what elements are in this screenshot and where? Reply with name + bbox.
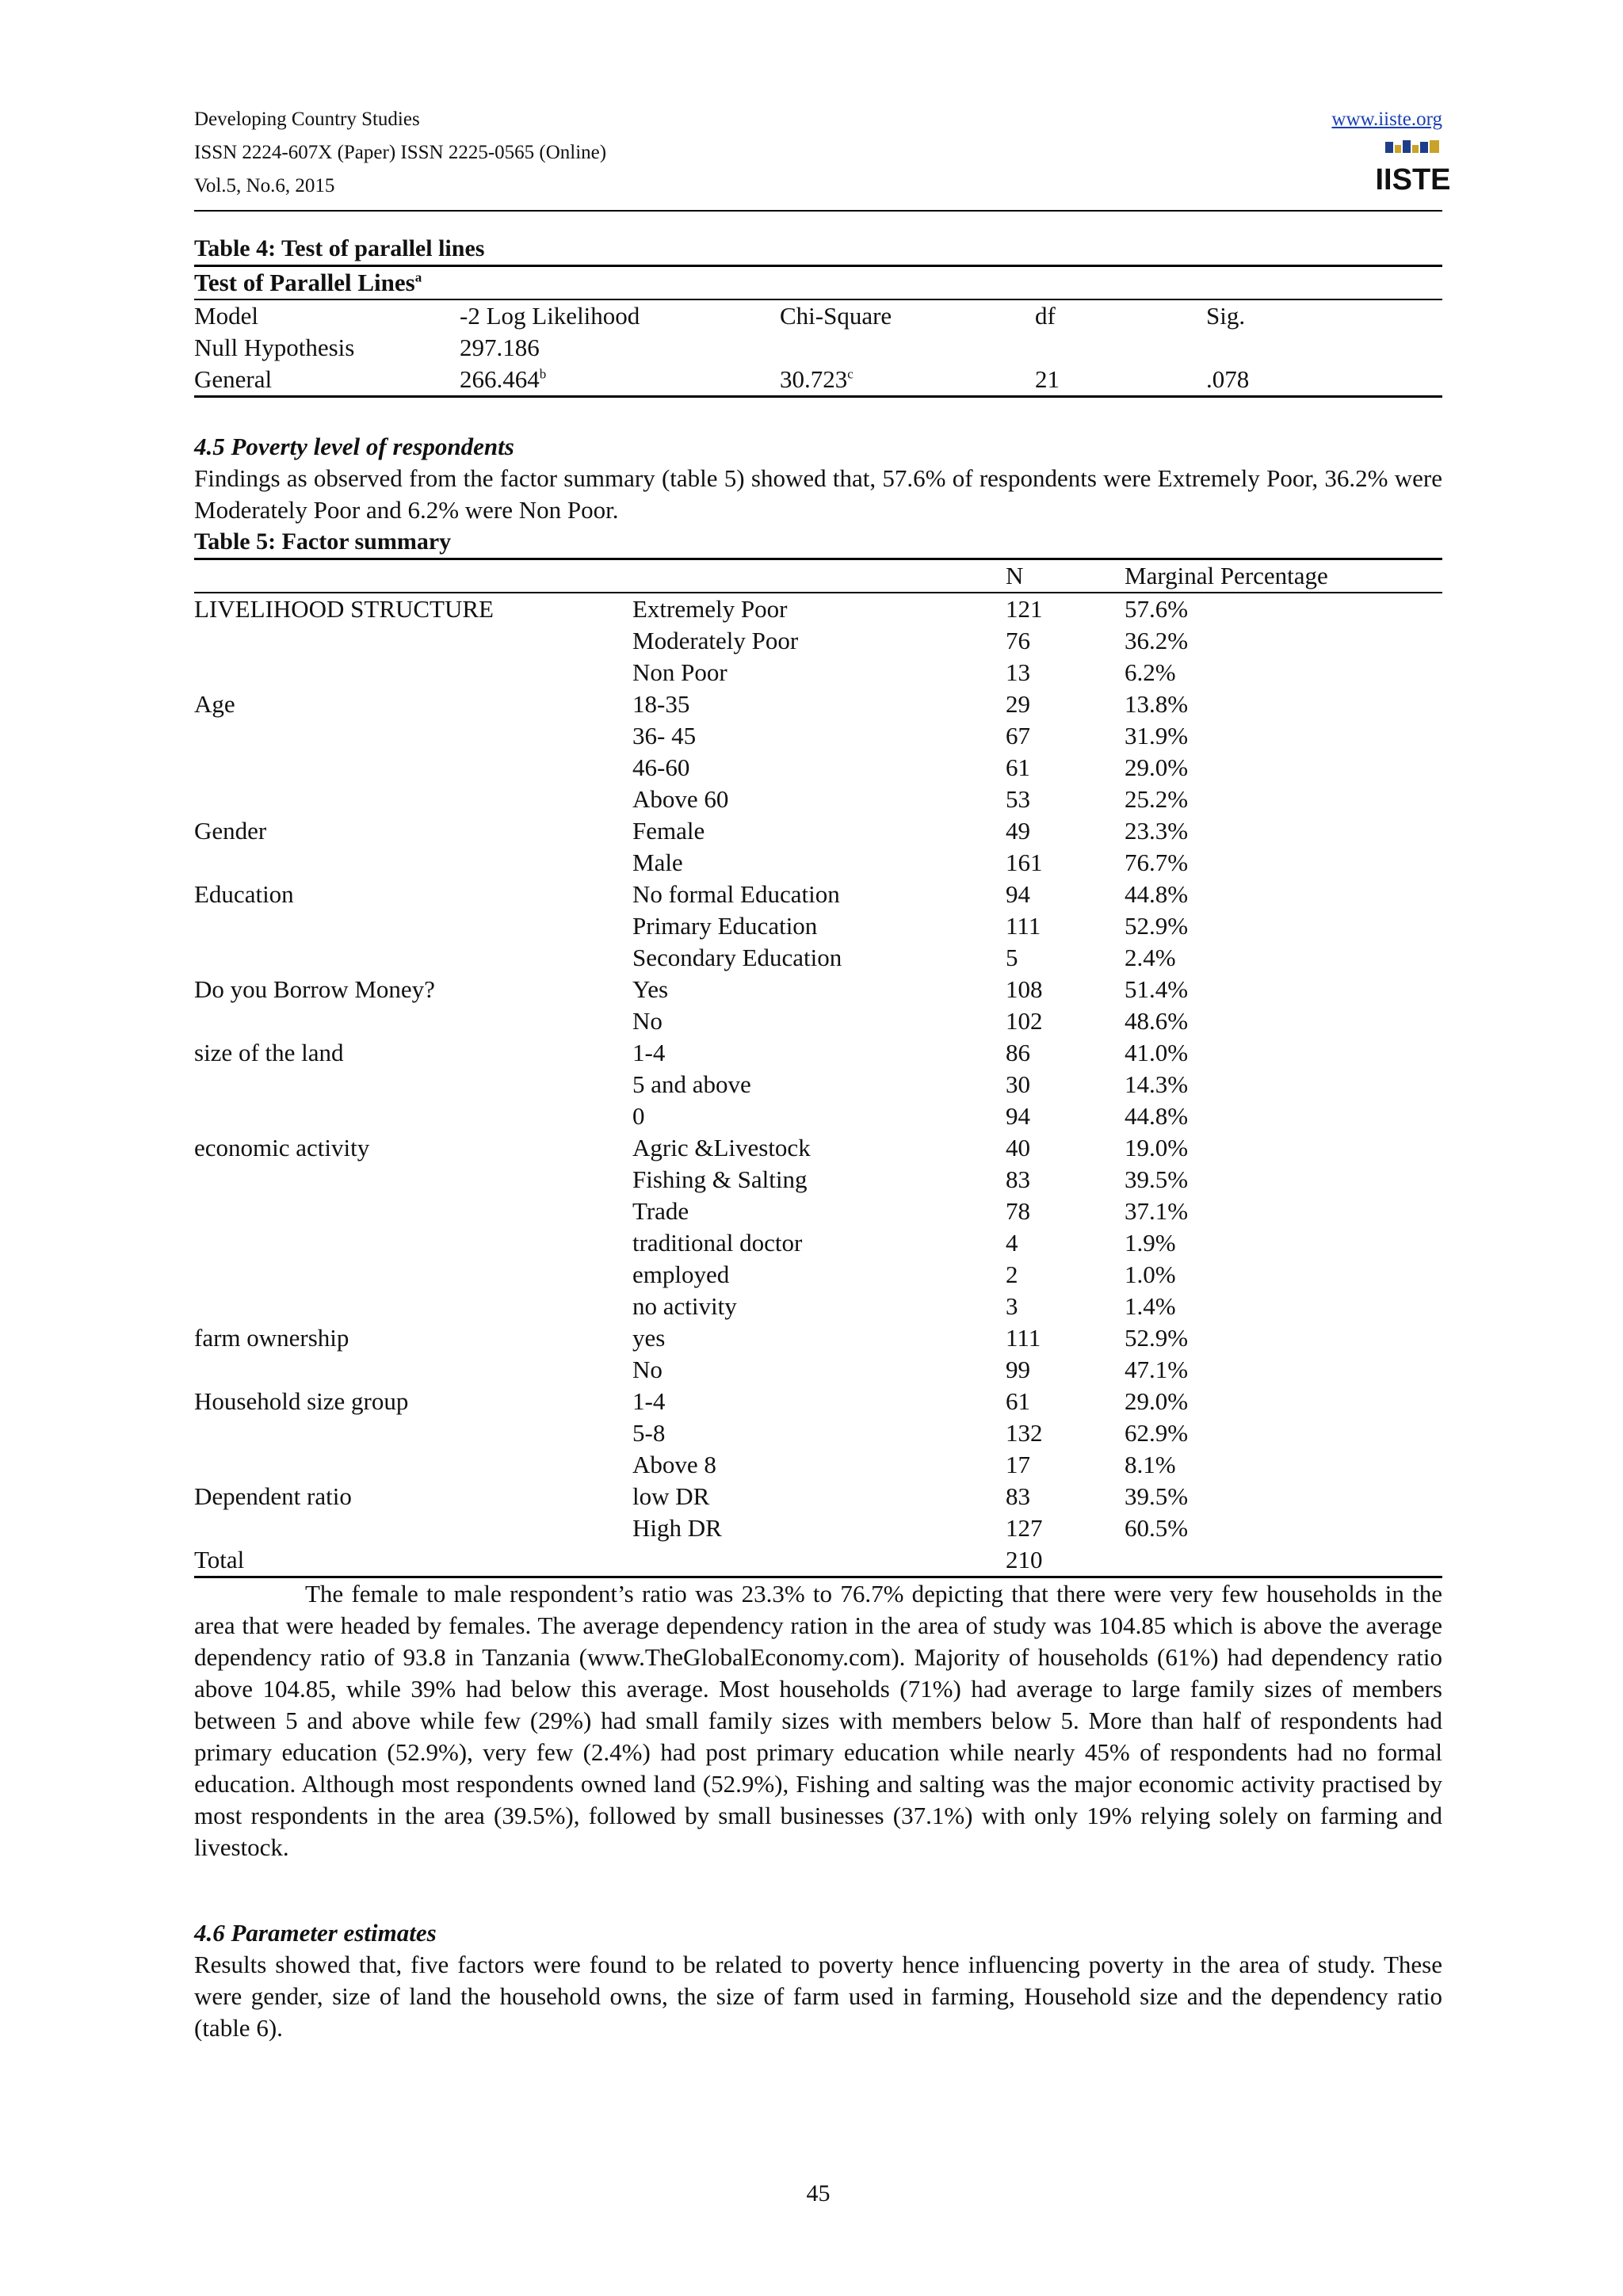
table-cell: [194, 1259, 632, 1291]
table-cell: 132: [1006, 1419, 1043, 1447]
column-header: Chi-Square: [780, 302, 892, 330]
table-cell: traditional doctor: [632, 1229, 803, 1257]
table-cell: [194, 752, 632, 784]
header-right: [1331, 103, 1442, 136]
column-header: N: [1006, 559, 1125, 593]
table-cell: [194, 657, 632, 688]
table-cell: 3: [1006, 1292, 1018, 1320]
section-paragraph: Findings as observed from the factor summary (table 5) showed that, 57.6% of respondents were Extremely Poor, 36.2% were Moderately Poor and 6.2% were Non Poor.: [194, 464, 1442, 524]
table-cell: 94: [1006, 1102, 1030, 1130]
table-cell: 61: [1006, 753, 1030, 781]
table-row: [194, 1544, 1442, 1577]
table-row: [194, 1449, 1442, 1481]
table-cell: 67: [1006, 722, 1030, 749]
table-cell: Above 8: [632, 1451, 716, 1478]
table-cell: [632, 1544, 1006, 1577]
table-cell: yes: [632, 1324, 666, 1352]
table-cell: 21: [1035, 365, 1060, 393]
table-cell: No formal Education: [632, 880, 840, 908]
table-row: [194, 1512, 1442, 1544]
table-cell: Age: [194, 690, 235, 718]
table-cell: 46-60: [632, 753, 690, 781]
table-cell: Primary Education: [632, 912, 818, 940]
table-cell: 14.3%: [1125, 1070, 1189, 1098]
running-header: [194, 103, 1451, 212]
table-row: [194, 1132, 1442, 1164]
table-row: [194, 625, 1442, 657]
table-cell: 41.0%: [1125, 1039, 1189, 1066]
table-5-body: [194, 593, 1442, 1577]
column-header: -2 Log Likelihood: [460, 302, 640, 330]
table-cell: Gender: [194, 817, 267, 845]
table-cell: 8.1%: [1125, 1451, 1176, 1478]
table-row: [194, 1005, 1442, 1037]
table-cell: 47.1%: [1125, 1356, 1189, 1383]
table-row: [194, 1481, 1442, 1512]
table-cell: 5-8: [632, 1419, 666, 1447]
table-cell: 5 and above: [632, 1070, 751, 1098]
table-cell: 49: [1006, 817, 1030, 845]
section-4-5: [194, 431, 1442, 1578]
table-cell: 29: [1006, 690, 1030, 718]
table-cell: Moderately Poor: [632, 627, 799, 654]
table-cell: 25.2%: [1125, 785, 1189, 813]
table-cell: Total: [194, 1546, 245, 1573]
table-cell: 4: [1006, 1229, 1018, 1257]
table-row: [194, 1037, 1442, 1069]
table-cell: economic activity: [194, 1134, 370, 1161]
table-cell: no activity: [632, 1292, 737, 1320]
table-cell: [194, 1291, 632, 1322]
table-cell: [780, 332, 1035, 364]
table-4-caption: Table 4: Test of parallel lines: [194, 235, 485, 261]
column-header: df: [1035, 302, 1056, 330]
footnote-marker: a: [414, 269, 422, 285]
table-cell: Female: [632, 817, 705, 845]
table-cell: Null Hypothesis: [194, 334, 355, 361]
table-row: [194, 1259, 1442, 1291]
table-cell: size of the land: [194, 1039, 344, 1066]
table-cell: 2: [1006, 1261, 1018, 1288]
table-cell: 1.0%: [1125, 1261, 1176, 1288]
table-cell: 17: [1006, 1451, 1030, 1478]
table-row: [194, 942, 1442, 974]
table-cell: 39.5%: [1125, 1165, 1189, 1193]
table-cell: 44.8%: [1125, 1102, 1189, 1130]
table-cell: 19.0%: [1125, 1134, 1189, 1161]
table-cell: 40: [1006, 1134, 1030, 1161]
table-cell: [194, 1449, 632, 1481]
table-row: [194, 1322, 1442, 1354]
table-cell: Do you Borrow Money?: [194, 975, 435, 1003]
table-cell: 76: [1006, 627, 1030, 654]
table-cell: 29.0%: [1125, 1387, 1189, 1415]
table-cell: 37.1%: [1125, 1197, 1189, 1225]
table-row: [194, 752, 1442, 784]
table-cell: [194, 1005, 632, 1037]
table-cell: 44.8%: [1125, 880, 1189, 908]
table-row: [194, 720, 1442, 752]
table-cell: 13: [1006, 658, 1030, 686]
table-cell: [194, 1100, 632, 1132]
table-cell: 36- 45: [632, 722, 697, 749]
table-cell: 61: [1006, 1387, 1030, 1415]
table-5: [194, 558, 1442, 1578]
table-cell: Education: [194, 880, 294, 908]
section-paragraph: Results showed that, five factors were found to be related to poverty hence influencing poverty in the area of study. These were gender, size of land the household owns, the size of farm used in farming, Household size and the dependency ratio (table 6).: [194, 1951, 1442, 2042]
table-cell: 1.9%: [1125, 1229, 1176, 1257]
table-cell: 51.4%: [1125, 975, 1189, 1003]
table-5-caption: Table 5: Factor summary: [194, 528, 452, 555]
table-cell: Male: [632, 849, 683, 876]
table-cell: 127: [1006, 1514, 1043, 1542]
table-row: [194, 974, 1442, 1005]
table-cell: 83: [1006, 1482, 1030, 1510]
table-row: [194, 1386, 1442, 1417]
table-cell: Fishing & Salting: [632, 1165, 808, 1193]
table-cell: 1-4: [632, 1387, 666, 1415]
table-cell: 13.8%: [1125, 690, 1189, 718]
table-cell: Agric &Livestock: [632, 1134, 811, 1161]
section-4-6: [194, 1917, 1442, 2044]
table-cell: 297.186: [460, 334, 540, 361]
table-row: [194, 879, 1442, 910]
table-4-heading: Test of Parallel Lines: [194, 269, 415, 296]
table-cell: 1-4: [632, 1039, 666, 1066]
table-row: [194, 1069, 1442, 1100]
discussion-block: [194, 1578, 1442, 1863]
table-cell: No: [632, 1356, 663, 1383]
table-cell: [1206, 332, 1442, 364]
table-cell: 0: [632, 1102, 645, 1130]
column-header: Marginal Percentage: [1125, 559, 1442, 593]
column-header: Model: [194, 302, 258, 330]
table-cell: 102: [1006, 1007, 1043, 1035]
table-cell: 111: [1006, 912, 1041, 940]
table-cell: 121: [1006, 595, 1043, 623]
table-4-column-header: [194, 299, 1442, 332]
table-cell: No: [632, 1007, 663, 1035]
table-cell: low DR: [632, 1482, 710, 1510]
table-cell: 52.9%: [1125, 1324, 1189, 1352]
table-cell: 94: [1006, 880, 1030, 908]
table-row: [194, 364, 1442, 397]
table-cell: 2.4%: [1125, 944, 1176, 971]
table-cell: 108: [1006, 975, 1043, 1003]
table-row: [194, 593, 1442, 625]
table-cell: [194, 1354, 632, 1386]
table-cell: Extremely Poor: [632, 595, 788, 623]
table-cell: 6.2%: [1125, 658, 1176, 686]
table-cell: 18-35: [632, 690, 690, 718]
column-header: [632, 559, 1006, 593]
table-cell: [194, 1196, 632, 1227]
table-cell: Household size group: [194, 1387, 409, 1415]
table-cell: 111: [1006, 1324, 1041, 1352]
table-cell: High DR: [632, 1514, 722, 1542]
svg-text:IISTE: IISTE: [1375, 163, 1451, 196]
table-cell: [194, 625, 632, 657]
table-cell: [194, 910, 632, 942]
journal-name: Developing Country Studies: [194, 109, 420, 130]
table-cell: 48.6%: [1125, 1007, 1189, 1035]
table-cell: 30: [1006, 1070, 1030, 1098]
table-cell: 99: [1006, 1356, 1030, 1383]
table-row: [194, 1100, 1442, 1132]
discussion-paragraph: The female to male respondent’s ratio was 23.3% to 76.7% depicting that there were very few households in the area that were headed by females. The average dependency ration in the area of study was 104.85 which is above the average dependency ratio of 93.8 in Tanzania (www.TheGlobalEconomy.com). Majority of households (61%) had dependency ratio above 104.85, while 39% had below this average. Most households (71%) had average to large family sizes of members between 5 and above while few (29%) had small family sizes with members below 5. More than half of respondents had primary education (52.9%), very few (2.4%) had post primary education while nearly 45% of respondents had no formal education. Although most respondents owned land (52.9%), Fishing and salting was the major economic activity practised by most respondents in the area (39.5%), followed by small businesses (37.1%) with only 19% relying solely on farming and livestock.: [194, 1580, 1442, 1861]
table-row: [194, 784, 1442, 815]
table-row: [194, 1164, 1442, 1196]
table-cell: 23.3%: [1125, 817, 1189, 845]
table-row: [194, 1354, 1442, 1386]
table-cell: [1125, 1544, 1442, 1577]
table-row: [194, 1227, 1442, 1259]
table-cell: [194, 1164, 632, 1196]
section-heading: 4.6 Parameter estimates: [194, 1919, 437, 1947]
table-cell: 39.5%: [1125, 1482, 1189, 1510]
table-cell: Dependent ratio: [194, 1482, 352, 1510]
table-row: [194, 847, 1442, 879]
page-number: 45: [806, 2180, 831, 2206]
table-cell: 86: [1006, 1039, 1030, 1066]
table-cell: 30.723$^c$: [780, 365, 854, 393]
table-cell: Secondary Education: [632, 944, 842, 971]
section-heading: 4.5 Poverty level of respondents: [194, 433, 514, 460]
table-cell: 83: [1006, 1165, 1030, 1193]
table-cell: Trade: [632, 1197, 689, 1225]
table-cell: LIVELIHOOD STRUCTURE: [194, 595, 494, 623]
column-header: [194, 559, 632, 593]
column-header: Sig.: [1206, 302, 1246, 330]
table-cell: Above 60: [632, 785, 729, 813]
issn-line: ISSN 2224-607X (Paper) ISSN 2225-0565 (Online): [194, 142, 607, 163]
table-5-column-header: [194, 559, 1442, 593]
table-cell: 5: [1006, 944, 1018, 971]
table-cell: [194, 1069, 632, 1100]
table-cell: 210: [1006, 1546, 1043, 1573]
table-cell: 36.2%: [1125, 627, 1189, 654]
table-row: [194, 910, 1442, 942]
table-cell: 161: [1006, 849, 1043, 876]
table-cell: [194, 942, 632, 974]
table-row: [194, 332, 1442, 364]
table-cell: employed: [632, 1261, 730, 1288]
volume-line: Vol.5, No.6, 2015: [194, 175, 335, 196]
table-row: [194, 1196, 1442, 1227]
table-cell: 53: [1006, 785, 1030, 813]
table-cell: Yes: [632, 975, 669, 1003]
table-cell: 29.0%: [1125, 753, 1189, 781]
table-cell: 62.9%: [1125, 1419, 1189, 1447]
table-cell: 60.5%: [1125, 1514, 1189, 1542]
table-cell: [194, 720, 632, 752]
table-cell: General: [194, 365, 273, 393]
table-cell: 1.4%: [1125, 1292, 1176, 1320]
iiste-logo: [1375, 139, 1451, 196]
table-cell: 52.9%: [1125, 912, 1189, 940]
table-4-block: [194, 233, 1442, 398]
table-4: [194, 265, 1442, 398]
table-cell: [194, 1512, 632, 1544]
table-4-heading-row: [194, 266, 1442, 300]
table-cell: Non Poor: [632, 658, 727, 686]
table-cell: 78: [1006, 1197, 1030, 1225]
table-row: [194, 688, 1442, 720]
table-cell: farm ownership: [194, 1324, 349, 1352]
table-cell: [194, 847, 632, 879]
table-row: [194, 1417, 1442, 1449]
table-cell: .078: [1206, 365, 1250, 393]
table-cell: 57.6%: [1125, 595, 1189, 623]
table-cell: 31.9%: [1125, 722, 1189, 749]
table-cell: [1035, 332, 1206, 364]
table-cell: 266.464$^b$: [460, 365, 547, 393]
table-cell: [194, 784, 632, 815]
table-cell: 76.7%: [1125, 849, 1189, 876]
journal-url-link[interactable]: www.iiste.org: [1331, 109, 1442, 130]
table-row: [194, 815, 1442, 847]
table-row: [194, 1291, 1442, 1322]
table-cell: [194, 1417, 632, 1449]
table-cell: [194, 1227, 632, 1259]
table-row: [194, 657, 1442, 688]
